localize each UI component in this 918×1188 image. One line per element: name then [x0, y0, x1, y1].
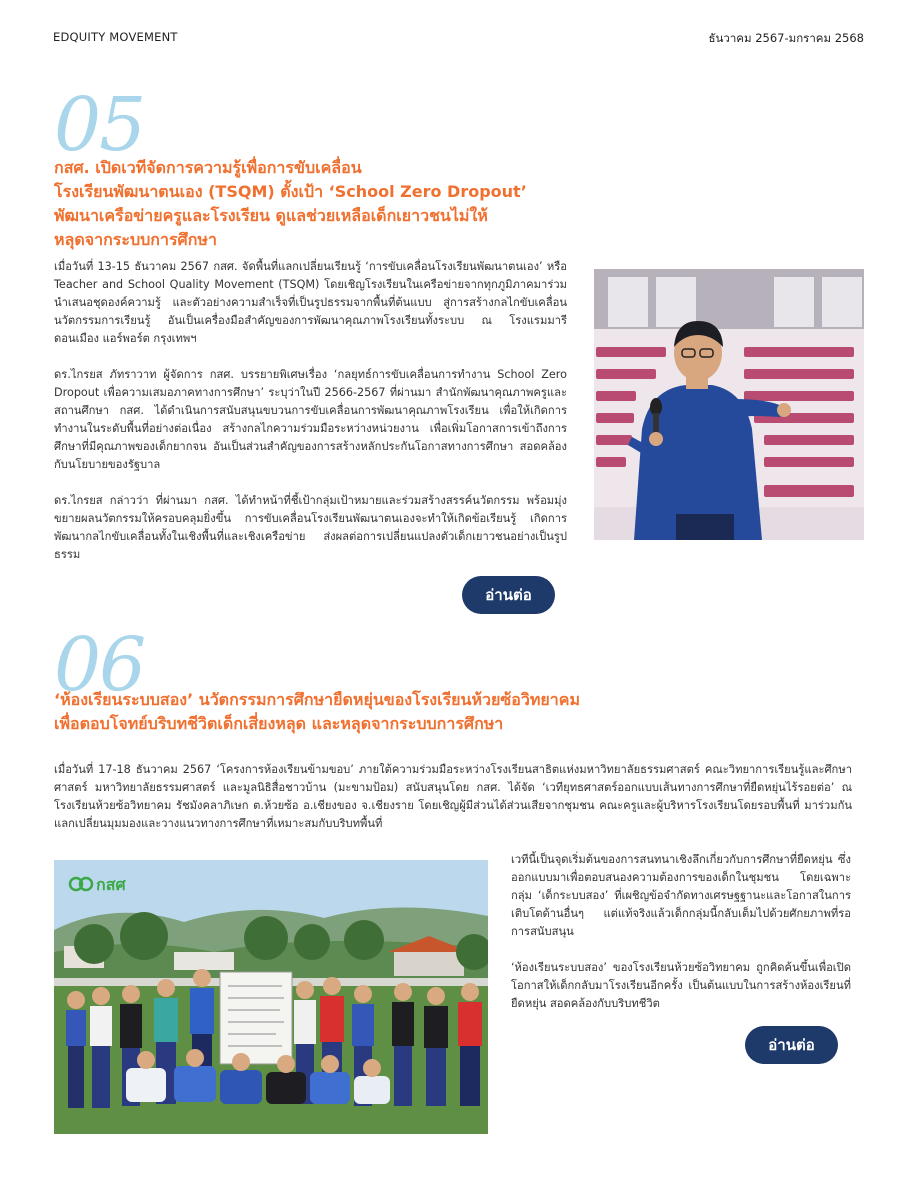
photo-logo-text: กสศ [96, 875, 126, 894]
body-paragraph: ‘ห้องเรียนระบบสอง’ ของโรงเรียนห้วยซ้อวิทยาคม ถูกคิดค้นขึ้นเพื่อเปิดโอกาสให้เด็กกลับมาโรงเรียนอีกครั้ง เป็นต้นแบบในการสร้างห้องเรียนที่ยืดหยุ่น สอดคล้องกับบริบทชีวิต [511, 961, 851, 1010]
read-more-button[interactable]: อ่านต่อ [745, 1026, 838, 1064]
article-title [54, 688, 854, 736]
article-title-line: โรงเรียนพัฒนาตนเอง (TSQM) ตั้งเป้า ‘School Zero Dropout’ [54, 182, 527, 201]
students-group-photo [54, 860, 488, 1134]
issue-date: ธันวาคม 2567-มกราคม 2568 [708, 31, 864, 45]
article-title-line: เพื่อตอบโจทย์บริบทชีวิตเด็กเสี่ยงหลุด และหลุดจากระบบการศึกษา [54, 714, 504, 733]
body-paragraph: เวทีนี้เป็นจุดเริ่มต้นของการสนทนาเชิงลึกเกี่ยวกับการศึกษาที่ยืดหยุ่น ซึ่งออกแบบมาเพื่อตอบสนองความต้องการของเด็กในชุมชน โดยเฉพาะกลุ่ม ‘เด็กระบบสอง’ ที่เผชิญข้อจำกัดทางเศรษฐฐานะและโอกาสในการเติบโตด้านอื่นๆ แต่แท้จริงแล้วเด็กกลุ่มนี้กลับเต็มไปด้วยศักยภาพที่รอการสนับสนุน [511, 853, 851, 938]
speaker-photo [594, 269, 864, 540]
article-side-body [511, 851, 851, 1013]
article-number: 06 [54, 622, 145, 708]
article-intro [54, 761, 852, 833]
read-more-button[interactable]: อ่านต่อ [462, 576, 555, 614]
body-paragraph: ดร.ไกรยส ภัทราวาท ผู้จัดการ กสศ. บรรยายพิเศษเรื่อง ‘กลยุทธ์การขับเคลื่อนการทำงาน School Zero Dropout เพื่อความเสมอภาคทางการศึกษา’ ระบุว่าในปี 2566-2567 ที่ผ่านมา สำนักพัฒนาคุณภาพครูและสถานศึกษา กสศ. ได้ดำเนินการสนับสนุนขบวนการขับเคลื่อนการพัฒนาคุณภาพโรงเรียน เพื่อให้เกิดการทำงานในระดับพื้นที่อย่างต่อเนื่อง สร้างกลไกความร่วมมือระหว่างหน่วยงาน เพื่อเพิ่มโอกาสการเข้าถึงการศึกษาที่มีคุณภาพของเด็กยากจน อันเป็นส่วนสำคัญของการสร้างหลักประกันโอกาสทางการศึกษา สอดคล้องกับนโยบายของรัฐบาล [54, 368, 567, 471]
body-paragraph: เมื่อวันที่ 13-15 ธันวาคม 2567 กสศ. จัดพื้นที่แลกเปลี่ยนเรียนรู้ ‘การขับเคลื่อนโรงเรียนพัฒนาตนเอง’ หรือ Teacher and School Quality Movement (TSQM) โดยเชิญโรงเรียนในเครือข่ายจากทุกภูมิภาคมาร่วมนำเสนอชุดองค์ความรู้ และตัวอย่างความสำเร็จที่เป็นรูปธรรมจากพื้นที่ต้นแบบ สู่การสร้างกลไกขับเคลื่อนนวัตกรรมการเรียนรู้ อันเป็นเครื่องมือสำคัญของการพัฒนาคุณภาพโรงเรียนทั้งระบบ ณ โรงแรมมารี ดอนเมือง แอร์พอร์ต กรุงเทพฯ [54, 260, 567, 345]
body-paragraph: ดร.ไกรยส กล่าวว่า ที่ผ่านมา กสศ. ได้ทำหน้าที่ชี้เป้ากลุ่มเป้าหมายและร่วมสร้างสรรค์นวัตกรรม พร้อมมุ่งขยายผลนวัตกรรมให้ครอบคลุมยิ่งขึ้น การขับเคลื่อนโรงเรียนพัฒนาตนเองจะทำให้เกิดข้อเรียนรู้ เกิดการพัฒนากลไกขับเคลื่อนทั้งในเชิงพื้นที่และเชิงเครือข่าย ส่งผลต่อการเปลี่ยนแปลงตัวเด็กเยาวชนอย่างเป็นรูปธรรม [54, 494, 567, 561]
article-title [54, 156, 594, 252]
article-title-line: ‘ห้องเรียนระบบสอง’ นวัตกรรมการศึกษายืดหยุ่นของโรงเรียนห้วยซ้อวิทยาคม [54, 690, 581, 709]
article-title-line: หลุดจากระบบการศึกษา [54, 230, 217, 249]
article-number: 05 [54, 82, 145, 168]
body-paragraph: เมื่อวันที่ 17-18 ธันวาคม 2567 ‘โครงการห้องเรียนข้ามขอบ’ ภายใต้ความร่วมมือระหว่างโรงเรียนสาธิตแห่งมหาวิทยาลัยธรรมศาสตร์ คณะวิทยาการเรียนรู้และศึกษาศาสตร์ มหาวิทยาลัยธรรมศาสตร์ และมูลนิธิสื่อชาวบ้าน (มะขามป้อม) สนับสนุนโดย กสศ. ได้จัด ‘เวทียุทธศาสตร์ออกแบบเส้นทางการศึกษาที่ยืดหยุ่นไร้รอยต่อ’ ณ โรงเรียนห้วยซ้อวิทยาคม รัชมังคลาภิเษก ต.ห้วยซ้อ อ.เชียงของ จ.เชียงราย โดยเชิญผู้มีส่วนได้ส่วนเสียจากชุมชน คณะครูและผู้บริหารโรงเรียนโดยรอบพื้นที่ มาร่วมกันแลกเปลี่ยนมุมมองและวางแนวทางการศึกษาที่เหมาะสมกับบริบทพื้นที่ [54, 763, 852, 830]
brand-name: EDQUITY MOVEMENT [53, 30, 178, 44]
article-title-line: พัฒนาเครือข่ายครูและโรงเรียน ดูแลช่วยเหลือเด็กเยาวชนไม่ให้ [54, 206, 488, 225]
article-title-line: กสศ. เปิดเวทีจัดการความรู้เพื่อการขับเคลื่อน [54, 158, 362, 177]
article-body [54, 258, 567, 564]
